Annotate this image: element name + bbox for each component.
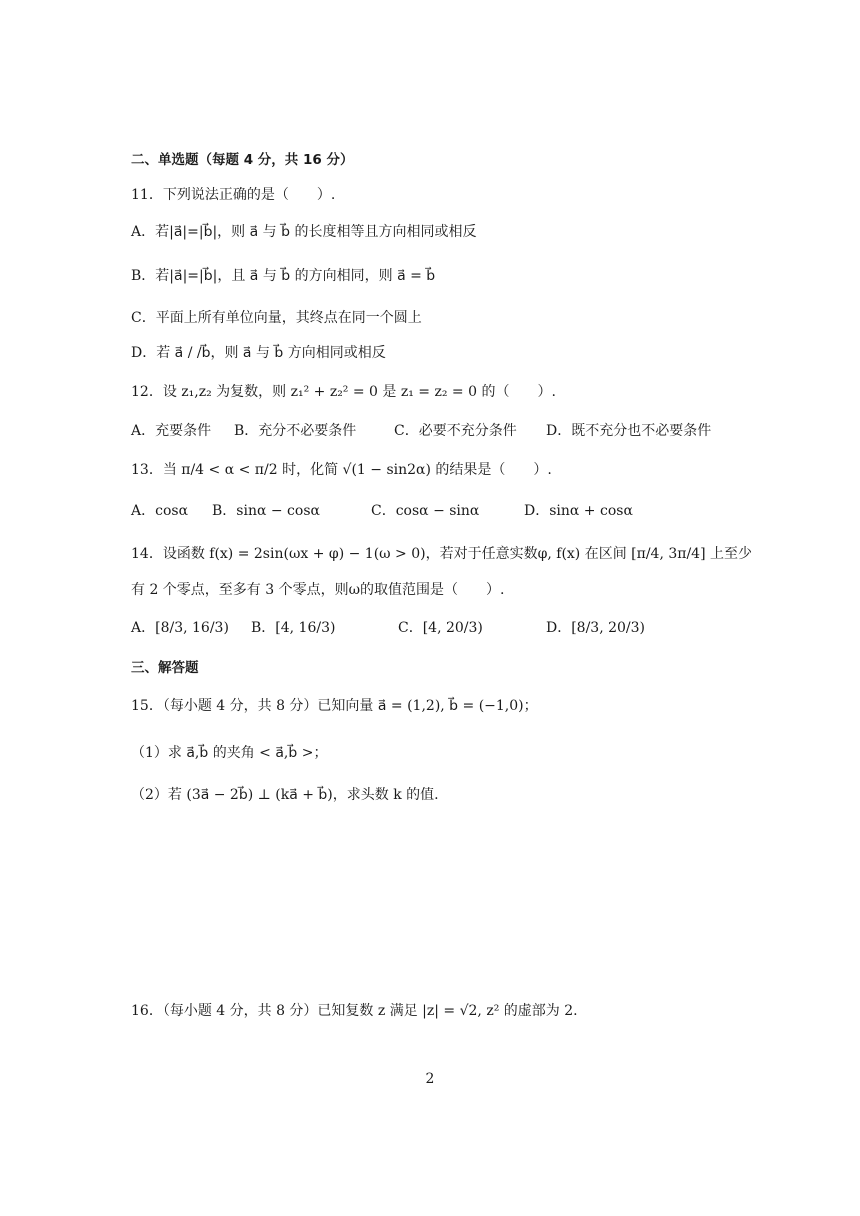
q15-part-1: （1）求 a⃗,b⃗ 的夹角 < a⃗,b⃗ >； [131,745,328,761]
q14-option-a: A．[8/3, 16/3) [131,620,229,636]
q11-stem: 11．下列说法正确的是（ ）. [131,187,336,203]
q14-option-b: B．[4, 16/3) [251,620,336,636]
q12-option-c: C．必要不充分条件 [394,423,517,439]
q11-option-b: B．若|a⃗|=|b⃗|，且 a⃗ 与 b⃗ 的方向相同，则 a⃗ = b⃗ [131,268,436,284]
q15-stem: 15．（每小题 4 分，共 8 分）已知向量 a⃗ = (1,2), b⃗ = (−1,0)； [131,698,538,714]
q14-option-c: C．[4, 20/3) [398,620,483,636]
q13-option-c: C．cosα − sinα [371,503,480,519]
q14-stem-line1: 14．设函数 f(x) = 2sin(ωx + φ) − 1(ω > 0)，若对于任意实数φ, f(x) 在区间 [π/4, 3π/4] 上至少 [131,546,753,562]
q11-option-c: C．平面上所有单位向量，其终点在同一个圆上 [131,310,422,326]
q13-stem: 13．当 π/4 < α < π/2 时，化简 √(1 − sin2α) 的结果是（ ）. [131,462,552,478]
q14-stem-line2: 有 2 个零点，至多有 3 个零点，则ω的取值范围是（ ）. [131,582,505,598]
section-heading-single-choice: 二、单选题（每题 4 分，共 16 分） [131,152,354,168]
q11-option-d: D．若 a⃗ / /b⃗，则 a⃗ 与 b⃗ 方向相同或相反 [131,345,386,361]
q13-option-b: B．sinα − cosα [212,503,320,519]
q12-option-a: A．充要条件 [131,423,212,439]
q12-option-d: D．既不充分也不必要条件 [546,423,712,439]
q13-option-a: A．cosα [131,503,189,519]
q15-part-2: （2）若 (3a⃗ − 2b⃗) ⊥ (ka⃗ + b⃗)，求头数 k 的值. [131,787,439,803]
page-number: 2 [425,1071,435,1087]
q16-stem: 16．（每小题 4 分，共 8 分）已知复数 z 满足 |z| = √2, z² 的虚部为 2. [131,1003,578,1019]
section-heading-answer: 三、解答题 [131,660,199,676]
q14-option-d: D．[8/3, 20/3) [546,620,646,636]
q12-option-b: B．充分不必要条件 [234,423,357,439]
q13-option-d: D．sinα + cosα [524,503,633,519]
q11-option-a: A．若|a⃗|=|b⃗|，则 a⃗ 与 b⃗ 的长度相等且方向相同或相反 [131,224,477,240]
q12-stem: 12．设 z₁,z₂ 为复数，则 z₁² + z₂² = 0 是 z₁ = z₂ = 0 的（ ）. [131,384,556,400]
